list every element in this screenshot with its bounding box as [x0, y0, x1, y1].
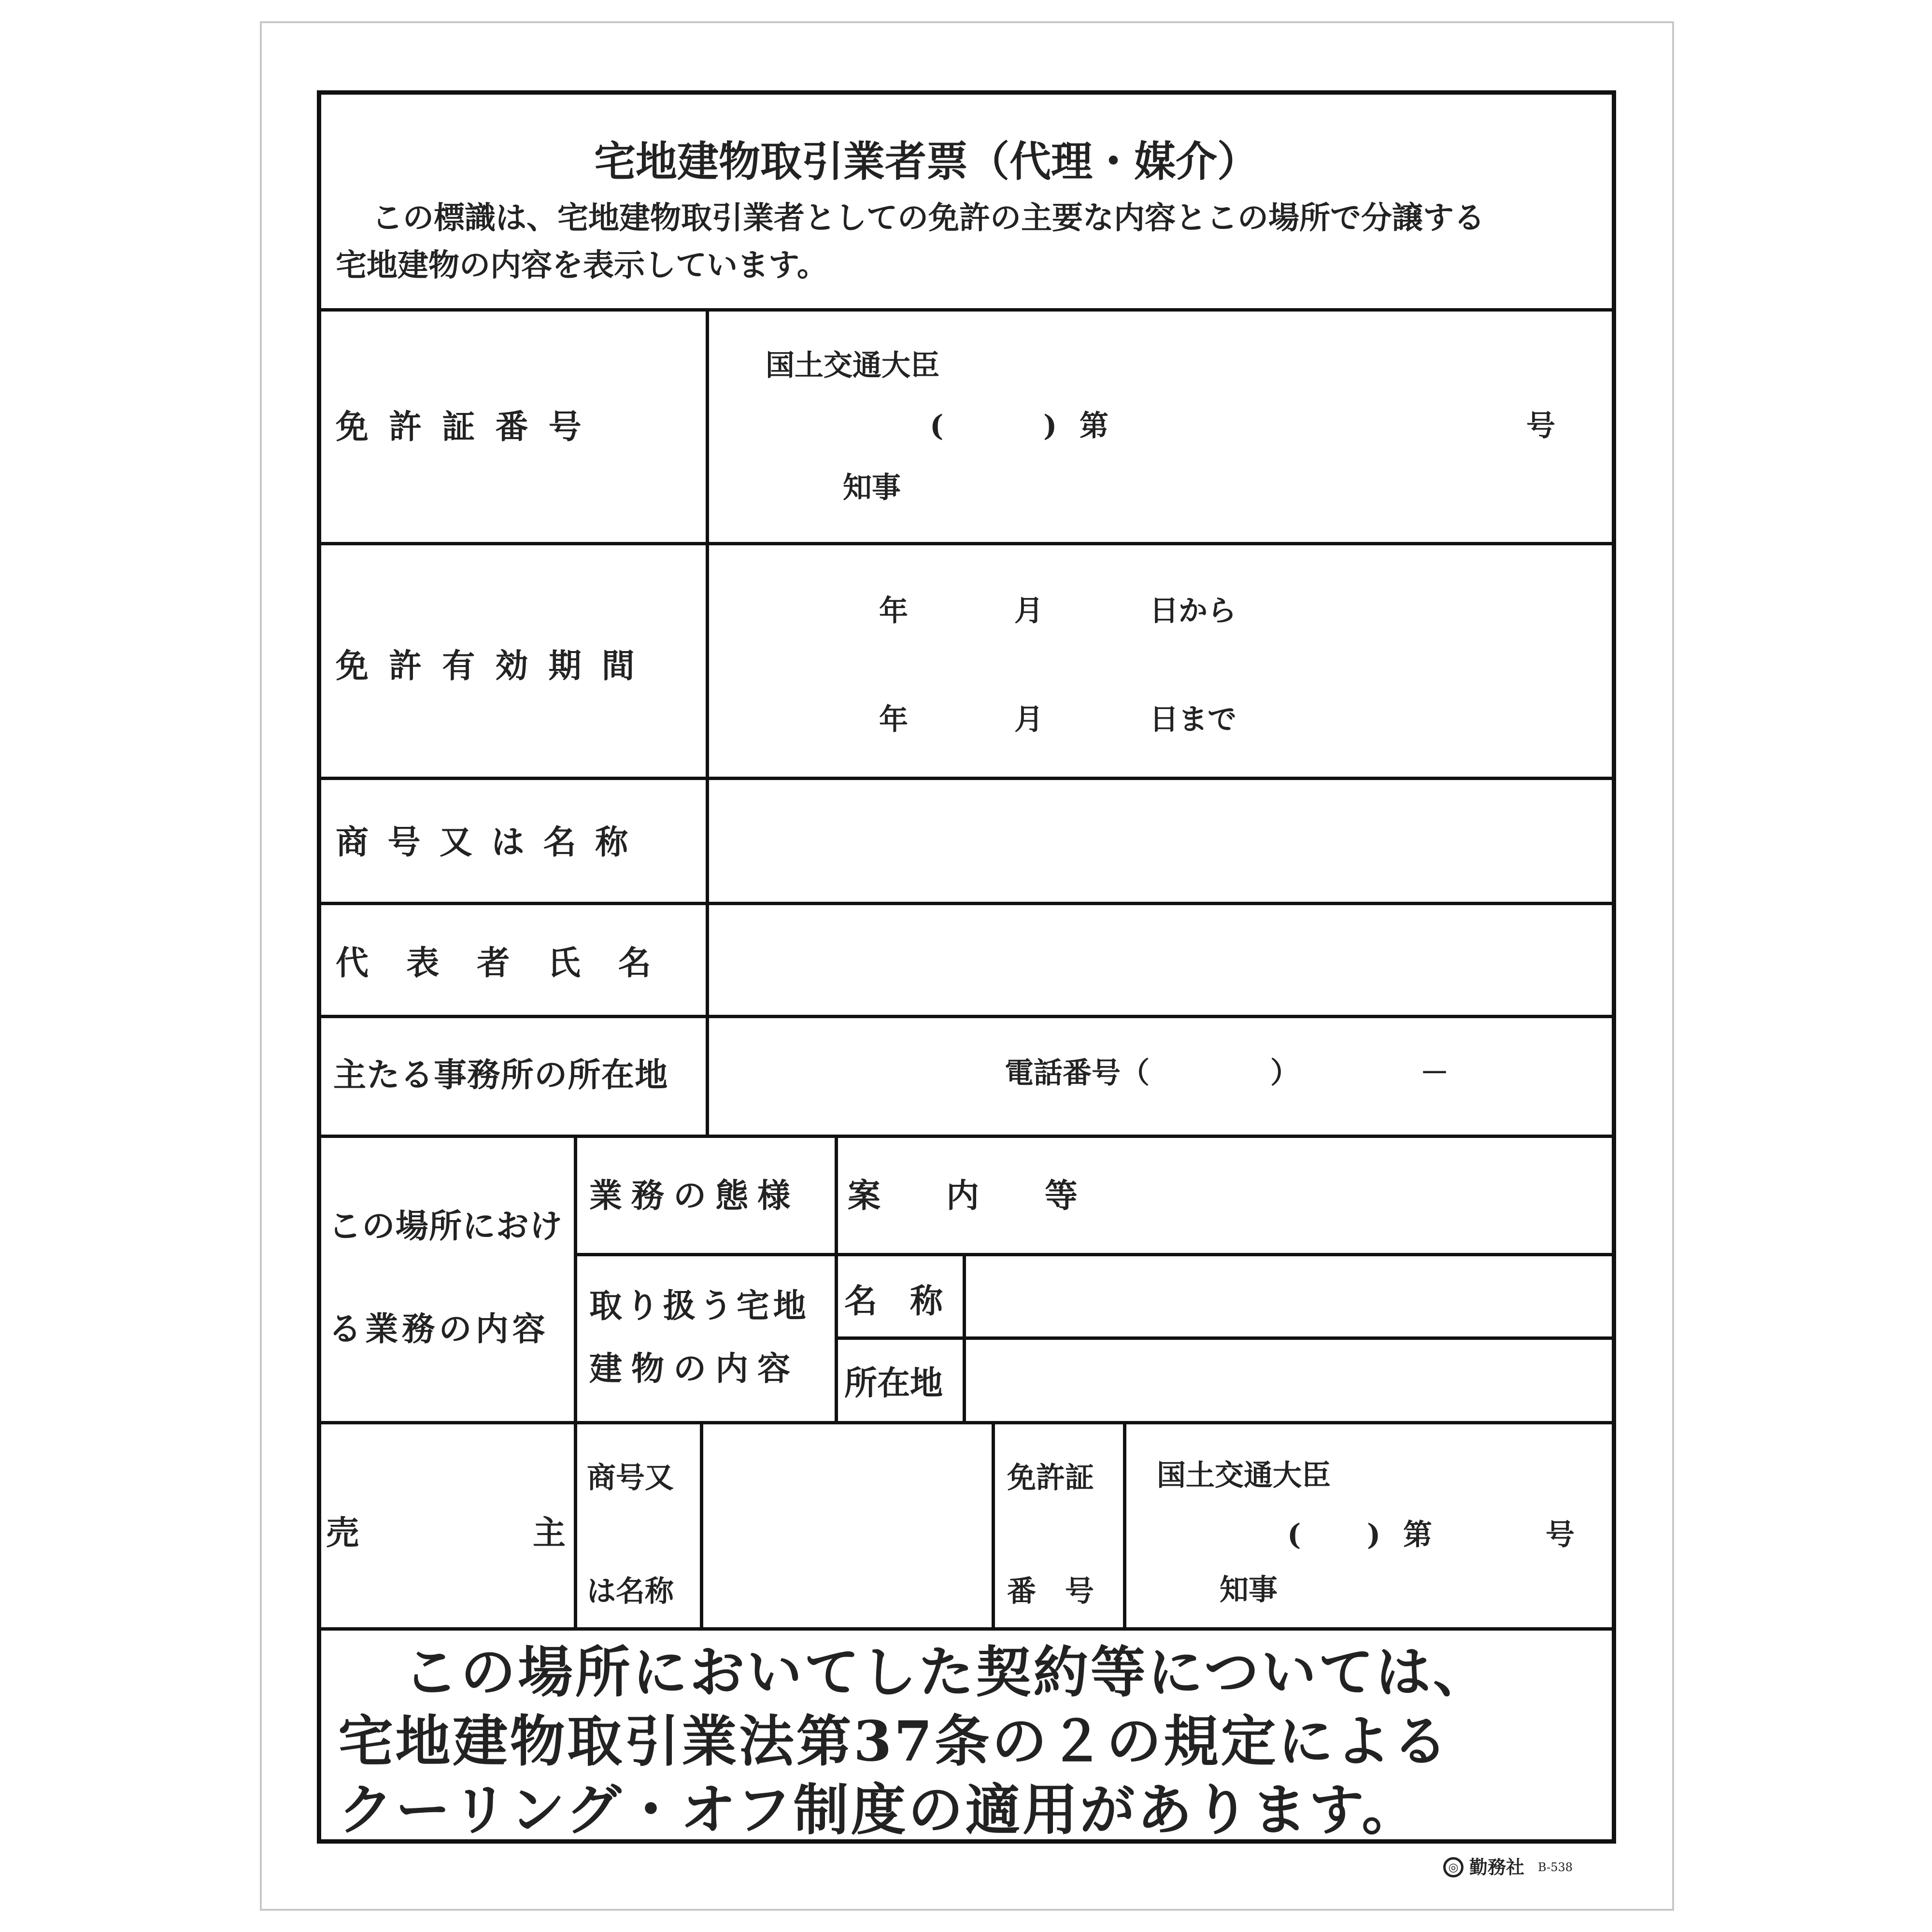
validity-until-month: 月 [1014, 703, 1043, 737]
rule-office [319, 1135, 1614, 1138]
validity-until-day: 日まで [1150, 703, 1236, 737]
seller-trade-label-line-1: 商号又 [587, 1461, 674, 1495]
publisher-name: 勤務社 [1469, 1856, 1525, 1878]
rule-seller-col1 [700, 1423, 703, 1629]
publisher-footer [1443, 1857, 1573, 1877]
business-label-line-2: る業務の内容 [328, 1310, 549, 1349]
rule-mode [576, 1253, 1614, 1256]
validity-from-month: 月 [1014, 594, 1043, 628]
seller-governor: 知事 [1220, 1573, 1278, 1607]
rule-tradename [319, 902, 1614, 905]
rule-business-sub-col [835, 1136, 838, 1423]
validity-label: 免許有効期間 [336, 647, 655, 685]
seller-minister: 国土交通大臣 [1157, 1459, 1331, 1492]
rule-business [319, 1421, 1614, 1424]
business-mode-value: 案 内 等 [848, 1177, 1078, 1215]
rule-license [319, 542, 1614, 545]
license-paren-close: ) [1043, 409, 1057, 443]
publisher-logo-icon: ◎ [1443, 1857, 1463, 1877]
rule-property-name [837, 1336, 1614, 1340]
seller-go: 号 [1546, 1518, 1575, 1552]
phone-label: 電話番号（ [1005, 1056, 1150, 1090]
rule-representative [319, 1015, 1614, 1018]
license-dai: 第 [1080, 409, 1108, 443]
business-mode-label: 業務の態様 [589, 1177, 800, 1215]
license-number-label: 免許証番号 [336, 408, 602, 446]
seller-label-right: 主 [533, 1514, 566, 1552]
license-paren-open: ( [930, 409, 944, 443]
property-name-label: 名 称 [844, 1282, 943, 1321]
license-minister: 国土交通大臣 [766, 349, 939, 383]
seller-license-label-line-2: 番 号 [1007, 1575, 1094, 1608]
phone-dash: － [1420, 1056, 1449, 1090]
seller-license-label-line-1: 免許証 [1007, 1461, 1094, 1495]
rule-seller-col3 [1123, 1423, 1126, 1629]
rule-seller [319, 1627, 1614, 1631]
rule-seller-col2 [992, 1423, 995, 1629]
license-go: 号 [1526, 409, 1555, 443]
seller-label-left: 売 [326, 1514, 359, 1552]
property-location-label: 所在地 [844, 1364, 943, 1403]
intro-line-1: この標識は、宅地建物取引業者としての免許の主要な内容とこの場所で分譲する [372, 200, 1485, 236]
validity-from-year: 年 [879, 594, 908, 628]
main-office-label: 主たる事務所の所在地 [333, 1056, 668, 1094]
intro-line-2: 宅地建物の内容を表示しています。 [336, 247, 828, 284]
representative-label: 代表者氏名 [336, 944, 689, 982]
rule-label-col [706, 310, 709, 1136]
trade-name-label: 商号又は名称 [336, 823, 647, 862]
form-title: 宅地建物取引業者票（代理・媒介） [594, 137, 1259, 186]
notice-line-2: 宅地建物取引業法第37条の２の規定による [338, 1709, 1450, 1774]
product-code: B-538 [1538, 1861, 1573, 1874]
seller-dai: 第 [1403, 1518, 1432, 1552]
seller-paren-close: ) [1367, 1518, 1381, 1552]
notice-line-1: この場所においてした契約等については、 [403, 1640, 1491, 1705]
notice-line-3: クーリング・オフ制度の適用があります。 [338, 1777, 1419, 1842]
seller-trade-label-line-2: は名称 [587, 1575, 674, 1608]
rule-validity [319, 777, 1614, 780]
phone-close: ） [1270, 1056, 1299, 1090]
rule-business-col [574, 1136, 577, 1629]
rule-header [319, 308, 1614, 312]
license-governor: 知事 [843, 471, 901, 505]
business-label-line-1: この場所におけ [328, 1207, 563, 1246]
property-label-line-1: 取り扱う宅地 [589, 1287, 810, 1325]
seller-paren-open: ( [1287, 1518, 1301, 1552]
property-label-line-2: 建物の内容 [589, 1350, 800, 1388]
rule-property-sub-col [963, 1255, 966, 1423]
validity-from-day: 日から [1150, 594, 1236, 628]
validity-until-year: 年 [879, 703, 908, 737]
